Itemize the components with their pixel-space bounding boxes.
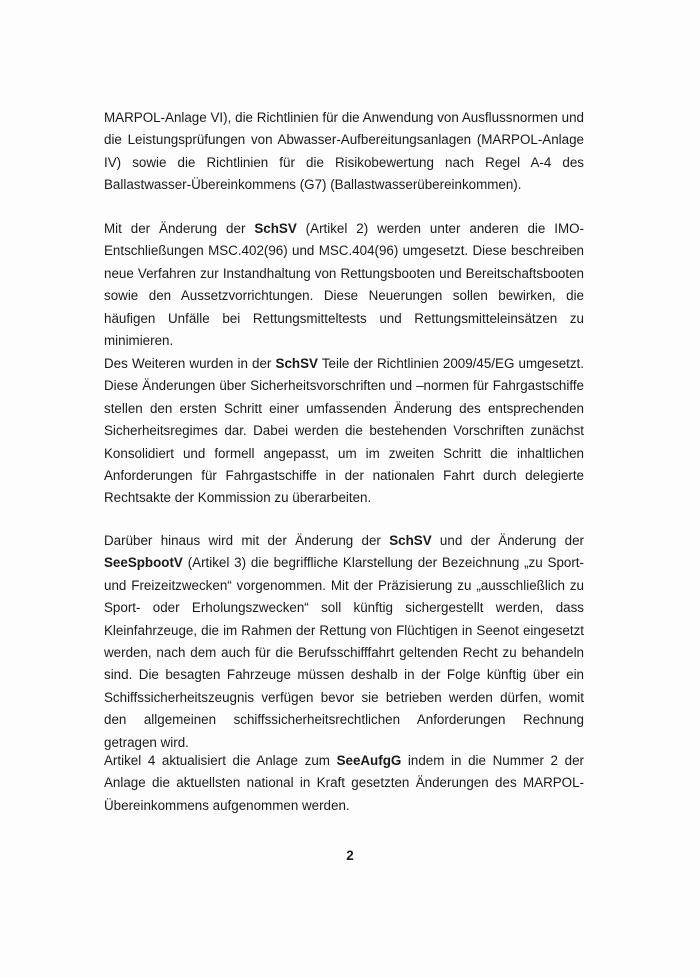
paragraph-seespbootv-article-3 xyxy=(104,530,584,754)
text-segment: Mit der Änderung der xyxy=(104,221,255,236)
law-abbreviation-seespbootv: SeeSpbootV xyxy=(104,555,183,571)
page-number: 2 xyxy=(346,848,354,863)
paragraph-directive-2009-45 xyxy=(104,353,584,510)
text-segment: Darüber hinaus wird mit der Änderung der xyxy=(104,533,390,548)
text-segment: Des Weiteren wurden in der xyxy=(104,356,276,371)
law-abbreviation-seeaufgg: SeeAufgG xyxy=(336,753,402,768)
law-abbreviation-schsv: SchSV xyxy=(389,533,432,548)
paragraph-text xyxy=(104,530,584,754)
law-abbreviation-schsv: SchSV xyxy=(275,356,318,371)
paragraph-text xyxy=(104,107,584,197)
text-segment: Artikel 4 aktualisiert die Anlage zum xyxy=(104,753,337,768)
text-segment: Teile der Richtlinien 2009/45/EG umgesetzt. Diese Änderungen über Sicherheitsvorschriften und –normen für Fahrgastschiffe stellen den ersten Schritt einer umfassenden Änderung des entsprechenden Sicherheitsregimes dar. Dabei werden die bestehenden Vorschriften zunächst Konsolidiert und formell angepasst, um im zweiten Schritt die inhaltlichen Anforderungen für Fahrgastschiffe in der nationalen Fahrt durch delegierte Rechtsakte der Kommission zu überarbeiten. xyxy=(104,356,584,506)
text-segment: (Artikel 2) werden unter anderen die IMO-Entschließungen MSC.402(96) und MSC.404(96) umgesetzt. Diese beschreiben neue Verfahren zur Instandhaltung von Rettungsbooten und Bereitschaftsbooten sowie den Aussetzvorrichtungen. Diese Neuerungen sollen bewirken, die häufigen Unfälle bei Rettungsmitteltests und Rettungsmitteleinsätzen zu minimieren. xyxy=(104,221,584,349)
paragraph-seeaufgg-article-4 xyxy=(104,750,584,817)
text-segment: indem in die Nummer 2 der Anlage die aktuellsten national in Kraft gesetzten Änderungen des MARPOL-Übereinkommens aufgenommen werden. xyxy=(104,753,584,813)
paragraph-text xyxy=(104,353,584,510)
text-segment: MARPOL-Anlage VI), die Richtlinien für die Anwendung von Ausflussnormen und die Leistungsprüfungen von Abwasser-Aufbereitungsanlagen (MARPOL-Anlage IV) sowie die Richtlinien für die Risikobewertung nach Regel A-4 des Ballastwasser-Übereinkommens (G7) (Ballastwasserübereinkommen). xyxy=(104,110,584,193)
paragraph-marpol-guidelines xyxy=(104,107,584,197)
paragraph-text xyxy=(104,750,584,817)
paragraph-text xyxy=(104,218,584,352)
law-abbreviation-schsv: SchSV xyxy=(254,221,297,236)
text-segment: und der Änderung der xyxy=(431,533,584,548)
text-segment: (Artikel 3) die begriffliche Klarstellung der Bezeichnung „zu Sport- und Freizeitzwecken“ vorgenommen. Mit der Präzisierung zu „ausschließlich zu Sport- oder Erholungszwecken“ soll künftig sichergestellt werden, dass Kleinfahrzeuge, die im Rahmen der Rettung von Flüchtigen in Seenot eingesetzt werden, nach dem auch für die Berufsschifffahrt geltenden Recht zu behandeln sind. Die besagten Fahrzeuge müssen deshalb in der Folge künftig über ein Schiffssicherheitszeugnis verfügen bevor sie betrieben werden dürfen, womit den allgemeinen schiffssicherheitsrechtlichen Anforderungen Rechnung getragen wird. xyxy=(104,555,584,750)
paragraph-schsv-article-2 xyxy=(104,218,584,352)
